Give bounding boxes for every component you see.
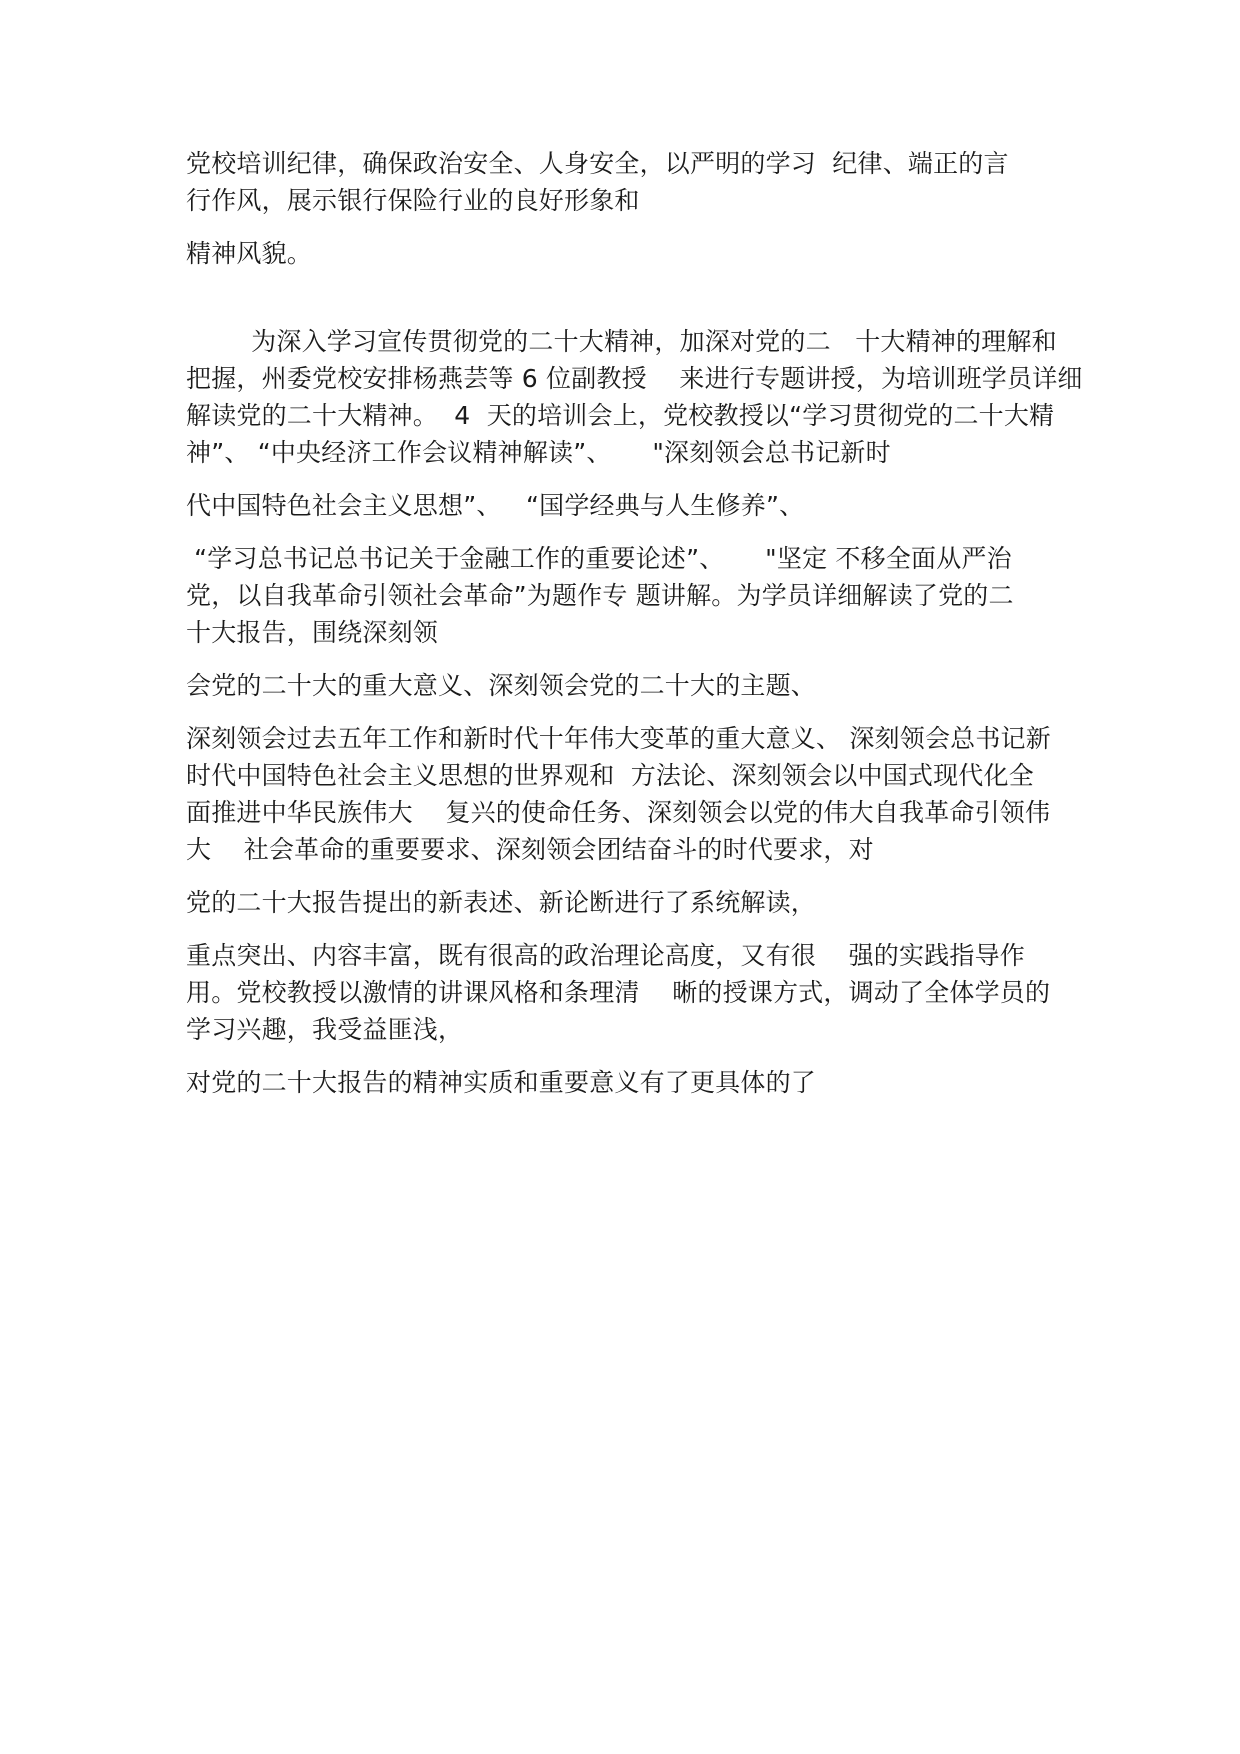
- text-line: 用。党校教授以激情的讲课风格和条理清 晰的授课方式，调动了全体学员的: [186, 978, 1051, 1007]
- text-line: 为深入学习宣传贯彻党的二十大精神，加深对党的二 十大精神的理解和: [186, 327, 1057, 356]
- text-line: 会党的二十大的重大意义、深刻领会党的二十大的主题、: [186, 671, 817, 700]
- text-line: 代中国特色社会主义思想”、 “国学经典与人生修养”、: [186, 491, 805, 520]
- text-line: 神”、 “中央经济工作会议精神解读”、 "深刻领会总书记新时: [186, 438, 891, 467]
- text-line: 学习兴趣，我受益匪浅，: [186, 1015, 464, 1044]
- text-line: 党的二十大报告提出的新表述、新论断进行了系统解读，: [186, 888, 817, 917]
- text-line: 重点突出、内容丰富，既有很高的政治理论高度，又有很 强的实践指导作: [186, 941, 1025, 970]
- text-line: 时代中国特色社会主义思想的世界观和 方法论、深刻领会以中国式现代化全: [186, 761, 1034, 790]
- text-line: 深刻领会过去五年工作和新时代十年伟大变革的重大意义、 深刻领会总书记新: [186, 724, 1051, 753]
- text-line: 十大报告，围绕深刻领: [186, 618, 439, 647]
- text-line: 对党的二十大报告的精神实质和重要意义有了更具体的了: [186, 1068, 817, 1097]
- text-line: 精神风貌。: [186, 239, 313, 268]
- text-line: “学习总书记总书记关于金融工作的重要论述”、 "坚定 不移全面从严治: [186, 544, 1012, 573]
- text-line: 面推进中华民族伟大 复兴的使命任务、深刻领会以党的伟大自我革命引领伟: [186, 798, 1051, 827]
- text-line: 把握，州委党校安排杨燕芸等 6 位副教授 来进行专题讲授，为培训班学员详细: [186, 364, 1083, 393]
- text-line: 大 社会革命的重要要求、深刻领会团结奋斗的时代要求，对: [186, 835, 874, 864]
- text-line: 党校培训纪律，确保政治安全、人身安全，以严明的学习 纪律、端正的言: [186, 149, 1009, 178]
- text-line: 行作风，展示银行保险行业的良好形象和: [186, 186, 640, 215]
- text-line: 党，以自我革命引领社会革命”为题作专 题讲解。为学员详细解读了党的二: [186, 581, 1014, 610]
- text-line: 解读党的二十大精神。 4 天的培训会上，党校教授以“学习贯彻党的二十大精: [186, 401, 1055, 430]
